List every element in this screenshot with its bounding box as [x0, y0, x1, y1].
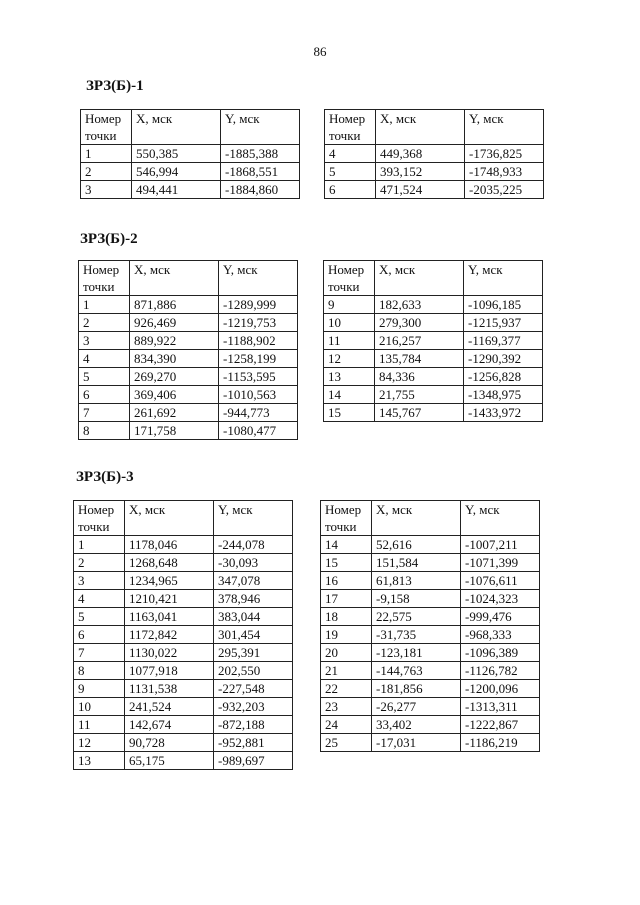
x-coordinate-cell: 142,674 [125, 716, 214, 734]
y-coordinate-cell: -1222,867 [461, 716, 540, 734]
x-coordinate-cell: 151,584 [372, 554, 461, 572]
table-row [74, 698, 293, 716]
section-title: ЗРЗ(Б)-1 [86, 78, 144, 94]
table-row [74, 734, 293, 752]
x-coordinate-cell: 216,257 [375, 332, 464, 350]
table-row [324, 350, 543, 368]
point-number-cell: 18 [321, 608, 372, 626]
point-number-cell: 14 [321, 536, 372, 554]
x-coordinate-cell: 546,994 [132, 163, 221, 181]
table-row [74, 680, 293, 698]
table-header-row [81, 110, 300, 145]
x-coordinate-cell: 269,270 [130, 368, 219, 386]
table-row [324, 314, 543, 332]
table-row [324, 404, 543, 422]
y-coordinate-cell: -932,203 [214, 698, 293, 716]
point-number-cell: 7 [79, 404, 130, 422]
point-number-cell: 3 [74, 572, 125, 590]
point-number-cell: 4 [79, 350, 130, 368]
x-coordinate-cell: 90,728 [125, 734, 214, 752]
table-row [79, 386, 298, 404]
x-coordinate-cell: 279,300 [375, 314, 464, 332]
y-coordinate-cell: -1219,753 [219, 314, 298, 332]
column-header-y: Y, мск [219, 261, 298, 296]
y-coordinate-cell: -1748,933 [465, 163, 544, 181]
table-row [79, 404, 298, 422]
table-row [321, 608, 540, 626]
column-header-y: Y, мск [465, 110, 544, 145]
coords-table [73, 500, 293, 770]
x-coordinate-cell: 21,755 [375, 386, 464, 404]
point-number-cell: 12 [324, 350, 375, 368]
table-row [74, 716, 293, 734]
table-row [74, 626, 293, 644]
point-number-cell: 2 [79, 314, 130, 332]
y-coordinate-cell: 378,946 [214, 590, 293, 608]
table-header-row [321, 501, 540, 536]
table-row [325, 145, 544, 163]
point-number-cell: 3 [79, 332, 130, 350]
x-coordinate-cell: -181,856 [372, 680, 461, 698]
y-coordinate-cell: -1169,377 [464, 332, 543, 350]
point-number-cell: 22 [321, 680, 372, 698]
table-row [74, 554, 293, 572]
x-coordinate-cell: 471,524 [376, 181, 465, 199]
table-row [324, 368, 543, 386]
column-header-x: X, мск [376, 110, 465, 145]
point-number-cell: 19 [321, 626, 372, 644]
coords-table [78, 260, 298, 440]
point-number-cell: 6 [74, 626, 125, 644]
y-coordinate-cell: -1258,199 [219, 350, 298, 368]
column-header-point: Номер точки [81, 110, 132, 145]
x-coordinate-cell: 1077,918 [125, 662, 214, 680]
table-row [324, 386, 543, 404]
table-row [325, 163, 544, 181]
y-coordinate-cell: -944,773 [219, 404, 298, 422]
point-number-cell: 13 [324, 368, 375, 386]
y-coordinate-cell: -1868,551 [221, 163, 300, 181]
table-row [81, 181, 300, 199]
column-header-point: Номер точки [321, 501, 372, 536]
x-coordinate-cell: 1131,538 [125, 680, 214, 698]
x-coordinate-cell: 84,336 [375, 368, 464, 386]
y-coordinate-cell: -952,881 [214, 734, 293, 752]
table-row [321, 662, 540, 680]
column-header-y: Y, мск [464, 261, 543, 296]
y-coordinate-cell: -1186,219 [461, 734, 540, 752]
y-coordinate-cell: -1188,902 [219, 332, 298, 350]
table-row [321, 572, 540, 590]
column-header-x: X, мск [375, 261, 464, 296]
x-coordinate-cell: -26,277 [372, 698, 461, 716]
x-coordinate-cell: 241,524 [125, 698, 214, 716]
table-row [79, 332, 298, 350]
table-header-row [74, 501, 293, 536]
x-coordinate-cell: 1210,421 [125, 590, 214, 608]
table-row [79, 296, 298, 314]
point-number-cell: 17 [321, 590, 372, 608]
table-header-row [324, 261, 543, 296]
x-coordinate-cell: 1163,041 [125, 608, 214, 626]
y-coordinate-cell: -999,476 [461, 608, 540, 626]
y-coordinate-cell: 295,391 [214, 644, 293, 662]
y-coordinate-cell: -1348,975 [464, 386, 543, 404]
x-coordinate-cell: 145,767 [375, 404, 464, 422]
y-coordinate-cell: -1215,937 [464, 314, 543, 332]
table-row [321, 590, 540, 608]
x-coordinate-cell: 61,813 [372, 572, 461, 590]
point-number-cell: 10 [74, 698, 125, 716]
column-header-point: Номер точки [324, 261, 375, 296]
point-number-cell: 10 [324, 314, 375, 332]
table-row [74, 590, 293, 608]
y-coordinate-cell: -968,333 [461, 626, 540, 644]
y-coordinate-cell: -1289,999 [219, 296, 298, 314]
point-number-cell: 5 [325, 163, 376, 181]
table-row [79, 350, 298, 368]
table-row [79, 422, 298, 440]
x-coordinate-cell: 369,406 [130, 386, 219, 404]
point-number-cell: 9 [324, 296, 375, 314]
y-coordinate-cell: 347,078 [214, 572, 293, 590]
column-header-x: X, мск [130, 261, 219, 296]
y-coordinate-cell: -1884,860 [221, 181, 300, 199]
table-header-row [79, 261, 298, 296]
point-number-cell: 5 [79, 368, 130, 386]
y-coordinate-cell: 301,454 [214, 626, 293, 644]
x-coordinate-cell: 834,390 [130, 350, 219, 368]
y-coordinate-cell: -1256,828 [464, 368, 543, 386]
y-coordinate-cell: -1080,477 [219, 422, 298, 440]
point-number-cell: 6 [79, 386, 130, 404]
table-row [321, 554, 540, 572]
table-row [321, 734, 540, 752]
table-row [324, 296, 543, 314]
point-number-cell: 1 [79, 296, 130, 314]
y-coordinate-cell: -1076,611 [461, 572, 540, 590]
point-number-cell: 6 [325, 181, 376, 199]
point-number-cell: 2 [81, 163, 132, 181]
table-header-row [325, 110, 544, 145]
y-coordinate-cell: -1153,595 [219, 368, 298, 386]
x-coordinate-cell: 1234,965 [125, 572, 214, 590]
point-number-cell: 3 [81, 181, 132, 199]
table-row [81, 163, 300, 181]
section-title: ЗРЗ(Б)-3 [76, 469, 134, 485]
x-coordinate-cell: 889,922 [130, 332, 219, 350]
point-number-cell: 7 [74, 644, 125, 662]
table-row [79, 368, 298, 386]
y-coordinate-cell: -1071,399 [461, 554, 540, 572]
x-coordinate-cell: 65,175 [125, 752, 214, 770]
coords-table [324, 109, 544, 199]
point-number-cell: 23 [321, 698, 372, 716]
table-row [74, 536, 293, 554]
point-number-cell: 12 [74, 734, 125, 752]
column-header-point: Номер точки [325, 110, 376, 145]
point-number-cell: 5 [74, 608, 125, 626]
point-number-cell: 11 [324, 332, 375, 350]
x-coordinate-cell: 171,758 [130, 422, 219, 440]
point-number-cell: 11 [74, 716, 125, 734]
x-coordinate-cell: 1172,842 [125, 626, 214, 644]
point-number-cell: 4 [74, 590, 125, 608]
coords-table [80, 109, 300, 199]
table-row [321, 626, 540, 644]
x-coordinate-cell: 449,368 [376, 145, 465, 163]
y-coordinate-cell: -1736,825 [465, 145, 544, 163]
table-row [321, 644, 540, 662]
column-header-y: Y, мск [214, 501, 293, 536]
point-number-cell: 9 [74, 680, 125, 698]
y-coordinate-cell: 383,044 [214, 608, 293, 626]
point-number-cell: 15 [321, 554, 372, 572]
point-number-cell: 1 [74, 536, 125, 554]
y-coordinate-cell: -1010,563 [219, 386, 298, 404]
y-coordinate-cell: -1313,311 [461, 698, 540, 716]
x-coordinate-cell: -123,181 [372, 644, 461, 662]
point-number-cell: 24 [321, 716, 372, 734]
table-row [74, 608, 293, 626]
table-row [321, 536, 540, 554]
y-coordinate-cell: -1290,392 [464, 350, 543, 368]
table-row [74, 644, 293, 662]
x-coordinate-cell: 135,784 [375, 350, 464, 368]
point-number-cell: 8 [74, 662, 125, 680]
y-coordinate-cell: -30,093 [214, 554, 293, 572]
column-header-x: X, мск [132, 110, 221, 145]
x-coordinate-cell: 261,692 [130, 404, 219, 422]
y-coordinate-cell: 202,550 [214, 662, 293, 680]
point-number-cell: 8 [79, 422, 130, 440]
point-number-cell: 15 [324, 404, 375, 422]
x-coordinate-cell: 550,385 [132, 145, 221, 163]
column-header-point: Номер точки [79, 261, 130, 296]
x-coordinate-cell: 33,402 [372, 716, 461, 734]
table-row [74, 572, 293, 590]
x-coordinate-cell: 1178,046 [125, 536, 214, 554]
point-number-cell: 25 [321, 734, 372, 752]
x-coordinate-cell: -9,158 [372, 590, 461, 608]
column-header-x: X, мск [125, 501, 214, 536]
x-coordinate-cell: 52,616 [372, 536, 461, 554]
y-coordinate-cell: -1007,211 [461, 536, 540, 554]
point-number-cell: 13 [74, 752, 125, 770]
table-row [321, 716, 540, 734]
page-number: 86 [313, 44, 327, 59]
x-coordinate-cell: 1268,648 [125, 554, 214, 572]
y-coordinate-cell: -244,078 [214, 536, 293, 554]
x-coordinate-cell: 871,886 [130, 296, 219, 314]
point-number-cell: 14 [324, 386, 375, 404]
point-number-cell: 1 [81, 145, 132, 163]
y-coordinate-cell: -1096,185 [464, 296, 543, 314]
column-header-y: Y, мск [461, 501, 540, 536]
x-coordinate-cell: -17,031 [372, 734, 461, 752]
point-number-cell: 20 [321, 644, 372, 662]
y-coordinate-cell: -1200,096 [461, 680, 540, 698]
section-title: ЗРЗ(Б)-2 [80, 231, 138, 247]
table-row [79, 314, 298, 332]
y-coordinate-cell: -1885,388 [221, 145, 300, 163]
y-coordinate-cell: -2035,225 [465, 181, 544, 199]
x-coordinate-cell: 494,441 [132, 181, 221, 199]
x-coordinate-cell: 393,152 [376, 163, 465, 181]
table-row [81, 145, 300, 163]
column-header-y: Y, мск [221, 110, 300, 145]
table-row [321, 698, 540, 716]
table-row [325, 181, 544, 199]
x-coordinate-cell: 182,633 [375, 296, 464, 314]
table-row [321, 680, 540, 698]
y-coordinate-cell: -1433,972 [464, 404, 543, 422]
x-coordinate-cell: 22,575 [372, 608, 461, 626]
y-coordinate-cell: -1126,782 [461, 662, 540, 680]
coords-table [320, 500, 540, 752]
y-coordinate-cell: -1096,389 [461, 644, 540, 662]
y-coordinate-cell: -227,548 [214, 680, 293, 698]
y-coordinate-cell: -1024,323 [461, 590, 540, 608]
y-coordinate-cell: -872,188 [214, 716, 293, 734]
table-row [324, 332, 543, 350]
point-number-cell: 4 [325, 145, 376, 163]
table-row [74, 752, 293, 770]
x-coordinate-cell: -144,763 [372, 662, 461, 680]
column-header-point: Номер точки [74, 501, 125, 536]
x-coordinate-cell: -31,735 [372, 626, 461, 644]
column-header-x: X, мск [372, 501, 461, 536]
x-coordinate-cell: 1130,022 [125, 644, 214, 662]
table-row [74, 662, 293, 680]
point-number-cell: 21 [321, 662, 372, 680]
point-number-cell: 16 [321, 572, 372, 590]
coords-table [323, 260, 543, 422]
x-coordinate-cell: 926,469 [130, 314, 219, 332]
y-coordinate-cell: -989,697 [214, 752, 293, 770]
point-number-cell: 2 [74, 554, 125, 572]
